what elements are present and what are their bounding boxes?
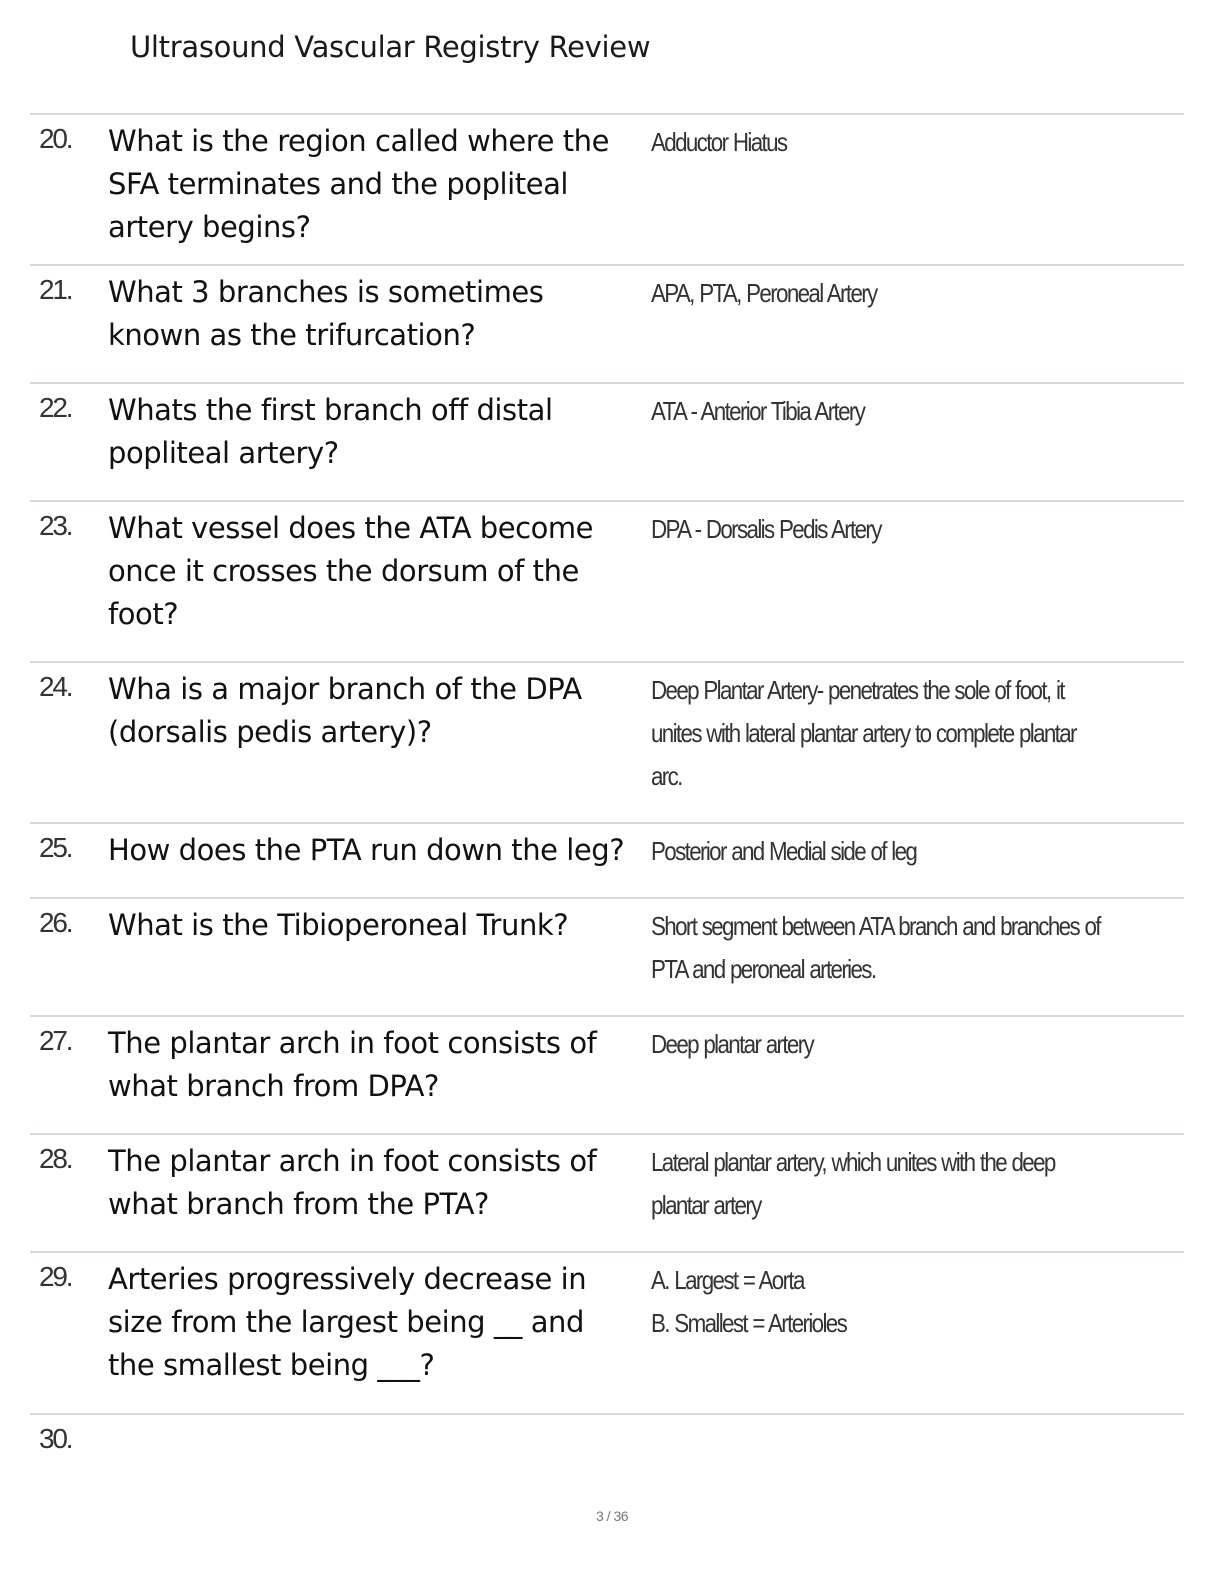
answer-text: DPA - Dorsalis Pedis Artery [651, 514, 881, 544]
question-number: 25. [39, 832, 72, 863]
question-number: 24. [39, 671, 72, 702]
question-text: Arteries progressively decrease in size from the largest being __ and the smallest being ___? [108, 1262, 587, 1382]
question-text: How does the PTA run down the leg? [108, 833, 625, 867]
answer-text: APA, PTA, Peroneal Artery [651, 278, 877, 308]
question-list [30, 113, 1184, 1483]
answer-text: Lateral plantar artery, which unites with the deep plantar artery [651, 1147, 1055, 1220]
page-number: 3 / 36 [595, 1508, 629, 1524]
answer-text: Adductor Hiatus [651, 127, 787, 157]
question-row-27 [30, 1015, 1184, 1133]
question-number: 22. [39, 392, 72, 423]
question-text: Wha is a major branch of the DPA (dorsalis pedis artery)? [108, 672, 582, 749]
page-title: Ultrasound Vascular Registry Review [130, 30, 651, 64]
answer-text: ATA - Anterior Tibia Artery [651, 396, 865, 426]
question-row-28 [30, 1133, 1184, 1251]
question-text: What is the region called where the SFA terminates and the popliteal artery begins? [108, 124, 609, 244]
question-row-21 [30, 264, 1184, 382]
answer-text: A. Largest = Aorta B. Smallest = Arterioles [651, 1265, 847, 1338]
answer-text: Short segment between ATA branch and branches of PTA and peroneal arteries. [651, 911, 1100, 984]
question-row-29 [30, 1251, 1184, 1413]
answer-text: Deep plantar artery [651, 1029, 814, 1059]
question-number: 23. [39, 510, 72, 541]
question-row-22 [30, 382, 1184, 500]
question-number: 21. [39, 274, 72, 305]
question-row-24 [30, 661, 1184, 822]
question-number: 26. [39, 907, 72, 938]
question-row-26 [30, 897, 1184, 1015]
question-row-25 [30, 822, 1184, 897]
question-text: Whats the first branch off distal popliteal artery? [108, 393, 553, 470]
question-number: 30. [39, 1423, 72, 1454]
question-number: 29. [39, 1261, 72, 1292]
question-row-23 [30, 500, 1184, 661]
question-text: What vessel does the ATA become once it crosses the dorsum of the foot? [108, 511, 594, 631]
question-text: What 3 branches is sometimes known as the trifurcation? [108, 275, 544, 352]
answer-text: Posterior and Medial side of leg [651, 836, 917, 866]
answer-text: Deep Plantar Artery- penetrates the sole of foot, it unites with lateral plantar artery to complete plantar arc. [651, 675, 1076, 791]
question-row-30 [30, 1413, 1184, 1483]
question-text: The plantar arch in foot consists of what branch from DPA? [108, 1026, 597, 1103]
question-row-20 [30, 113, 1184, 264]
question-number: 20. [39, 123, 72, 154]
question-text: The plantar arch in foot consists of what branch from the PTA? [108, 1144, 597, 1221]
question-number: 28. [39, 1143, 72, 1174]
question-text: What is the Tibioperoneal Trunk? [108, 908, 569, 942]
question-number: 27. [39, 1025, 72, 1056]
